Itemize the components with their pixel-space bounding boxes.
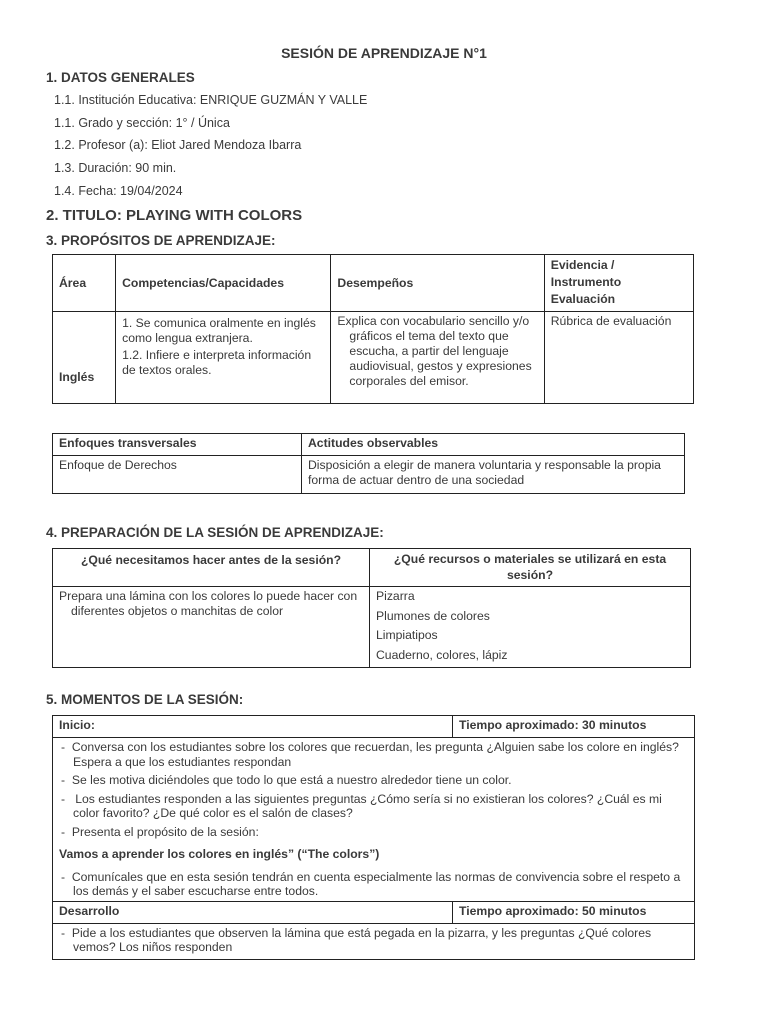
inicio-content bbox=[53, 738, 695, 902]
inicio-time: Tiempo aproximado: 30 minutos bbox=[453, 716, 695, 738]
header-desempenos: Desempeños bbox=[331, 255, 544, 312]
list-item: - Conversa con los estudiantes sobre los colores que recuerdan, les pregunta ¿Alguien sabe los colore en inglés? Espera a que los estudiantes respondan bbox=[61, 740, 679, 769]
resource-item: Plumones de colores bbox=[376, 608, 490, 623]
list-item: - Comunícales que en esta sesión tendrán en cuenta especialmente las normas de convivencia sobre el respeto a los demás y el saber escucharse entre todos. bbox=[61, 869, 681, 898]
list-item: - Presenta el propósito de la sesión: bbox=[61, 824, 259, 839]
cell-actitud: Disposición a elegir de manera voluntaria y responsable la propia forma de actuar dentro de una sociedad bbox=[302, 456, 685, 494]
desarrollo-time: Tiempo aproximado: 50 minutos bbox=[453, 901, 695, 923]
header-competencias: Competencias/Capacidades bbox=[116, 255, 331, 312]
header-antes: ¿Qué necesitamos hacer antes de la sesión? bbox=[53, 549, 370, 587]
header-evidencia: Evidencia / Instrumento Evaluación bbox=[544, 255, 693, 312]
cell-competencias bbox=[116, 312, 331, 404]
cell-recursos bbox=[370, 587, 691, 668]
resource-item: Limpiatipos bbox=[376, 628, 438, 642]
approaches-table bbox=[52, 433, 685, 494]
list-item: - Pide a los estudiantes que observen la lámina que está pegada en la pizarra, y les preguntas ¿Qué colores vemos? Los niños responden bbox=[61, 925, 652, 954]
cell-evidencia: Rúbrica de evaluación bbox=[544, 312, 693, 404]
general-data-item: 1.2. Profesor (a): Eliot Jared Mendoza Ibarra bbox=[54, 138, 302, 152]
general-data-item: 1.3. Duración: 90 min. bbox=[54, 161, 177, 175]
desarrollo-content bbox=[53, 923, 695, 959]
cell-enfoque: Enfoque de Derechos bbox=[53, 456, 302, 494]
section-4-heading: 4. PREPARACIÓN DE LA SESIÓN DE APRENDIZAJE: bbox=[46, 525, 384, 540]
cell-antes: Prepara una lámina con los colores lo puede hacer con diferentes objetos o manchitas de color bbox=[53, 587, 370, 668]
session-purpose: Vamos a aprender los colores en inglés” (“The colors”) bbox=[59, 847, 380, 861]
section-3-heading: 3. PROPÓSITOS DE APRENDIZAJE: bbox=[46, 233, 276, 248]
cell-desempenos: Explica con vocabulario sencillo y/o gráficos el tema del texto que escucha, a partir del lenguaje audiovisual, gestos y expresiones corporales del emisor. bbox=[331, 312, 544, 404]
general-data-item: 1.1. Grado y sección: 1° / Única bbox=[54, 116, 230, 130]
header-actitudes: Actitudes observables bbox=[302, 434, 685, 456]
header-area: Área bbox=[53, 255, 116, 312]
list-item: - Se les motiva diciéndoles que todo lo que está a nuestro alrededor tiene un color. bbox=[61, 773, 512, 787]
moments-table bbox=[52, 715, 695, 960]
general-data-item: 1.1. Institución Educativa: ENRIQUE GUZMÁN Y VALLE bbox=[54, 93, 368, 107]
header-enfoques: Enfoques transversales bbox=[53, 434, 302, 456]
resource-item: Cuaderno, colores, lápiz bbox=[376, 647, 508, 662]
header-recursos: ¿Qué recursos o materiales se utilizará en esta sesión? bbox=[370, 549, 691, 587]
section-5-heading: 5. MOMENTOS DE LA SESIÓN: bbox=[46, 692, 244, 707]
section-1-heading: 1. DATOS GENERALES bbox=[46, 70, 195, 85]
preparation-table bbox=[52, 548, 691, 668]
list-item: - Los estudiantes responden a las siguientes preguntas ¿Cómo sería si no existieran los colores? ¿Cuál es mi color favorito? ¿De qué color es el salón de clases? bbox=[61, 791, 662, 820]
cell-area: Inglés bbox=[53, 312, 116, 404]
competencia-item: 1.2. Infiere e interpreta información de textos orales. bbox=[122, 348, 312, 377]
resource-item: Pizarra bbox=[376, 589, 415, 603]
inicio-label: Inicio: bbox=[53, 716, 453, 738]
purposes-table bbox=[52, 254, 694, 404]
general-data-item: 1.4. Fecha: 19/04/2024 bbox=[54, 184, 183, 198]
document-title: SESIÓN DE APRENDIZAJE N°1 bbox=[281, 45, 487, 61]
desarrollo-label: Desarrollo bbox=[53, 901, 453, 923]
section-2-title: 2. TITULO: PLAYING WITH COLORS bbox=[46, 207, 303, 224]
competencia-item: 1. Se comunica oralmente en inglés como lengua extranjera. bbox=[122, 316, 316, 345]
